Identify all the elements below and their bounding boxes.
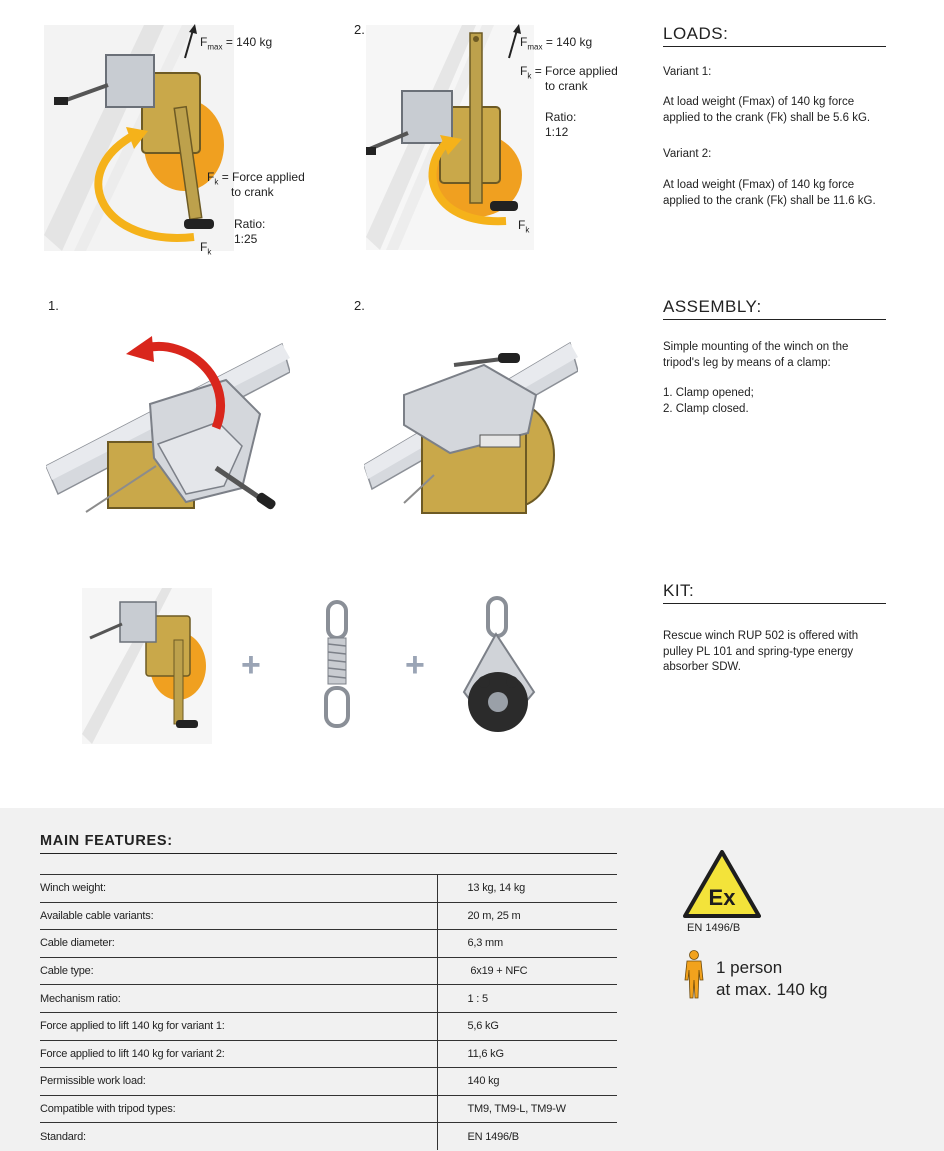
figure-number: 2. [354, 298, 365, 313]
plus-icon: + [241, 646, 261, 684]
loads-variant2-text: At load weight (Fmax) of 140 kg force applied to the crank (Fk) shall be 11.6 kG. [663, 179, 876, 207]
ex-caption: EN 1496/B [687, 922, 741, 934]
ex-warning-icon [683, 850, 761, 918]
fk-bottom-label: $F_k$ [518, 218, 530, 235]
feature-label: Force applied to lift 140 kg for variant 1: [40, 1012, 437, 1040]
feature-label: Cable diameter: [40, 930, 437, 958]
ex-symbol: Ex [708, 885, 736, 910]
assembly-step1: 1. Clamp opened; [663, 387, 754, 399]
plus-icon: + [405, 646, 425, 684]
feature-value: 1 : 5 [437, 985, 617, 1013]
ratio-value: 1:25 [234, 232, 258, 246]
table-row [40, 1095, 617, 1123]
feature-value: EN 1496/B [437, 1123, 617, 1151]
table-row [40, 1068, 617, 1096]
feature-value: TM9, TM9-L, TM9-W [437, 1095, 617, 1123]
fk-bottom-label: $F_k$ [200, 240, 212, 257]
table-row [40, 1012, 617, 1040]
pulley-illustration [454, 596, 544, 742]
person-line1: 1 person [716, 958, 783, 977]
assembly-step2: 2. Clamp closed. [663, 403, 749, 415]
energy-absorber-illustration [316, 600, 360, 730]
features-title: MAIN FEATURES: [40, 833, 617, 854]
ratio-label: Ratio: [234, 217, 266, 231]
feature-label: Available cable variants: [40, 902, 437, 930]
table-row [40, 957, 617, 985]
feature-label: Force applied to lift 140 kg for variant 2: [40, 1040, 437, 1068]
feature-value: 5,6 kG [437, 1012, 617, 1040]
feature-label: Compatible with tripod types: [40, 1095, 437, 1123]
feature-label: Permissible work load: [40, 1068, 437, 1096]
table-row [40, 985, 617, 1013]
person-capacity [716, 957, 828, 1001]
ratio-label: Ratio: [545, 110, 577, 124]
table-row [40, 930, 617, 958]
fk-label: $F_k$ = Force applied [207, 170, 305, 187]
loads-title: LOADS: [663, 24, 886, 47]
feature-label: Cable type: [40, 957, 437, 985]
feature-value: 20 m, 25 m [437, 902, 617, 930]
loads-variant1-heading: Variant 1: [663, 66, 712, 78]
feature-label: Mechanism ratio: [40, 985, 437, 1013]
winch-kit-illustration [82, 588, 212, 744]
assembly-intro: Simple mounting of the winch on the tripod's leg by means of a clamp: [663, 341, 849, 369]
kit-text: Rescue winch RUP 502 is offered with pulley PL 101 and spring-type energy absorber SDW. [663, 630, 859, 673]
fk-label-cont: to crank [545, 79, 588, 93]
loads-variant1-text: At load weight (Fmax) of 140 kg force applied to the crank (Fk) shall be 5.6 kG. [663, 96, 871, 124]
winch-variant1-illustration [44, 25, 234, 251]
feature-value: 11,6 kG [437, 1040, 617, 1068]
feature-label: Standard: [40, 1130, 86, 1143]
person-icon [683, 950, 705, 1000]
feature-value: 6x19 + NFC [437, 957, 617, 985]
feature-value: 140 kg [437, 1068, 617, 1096]
clamp-closed-illustration [364, 325, 578, 520]
clamp-opened-illustration [46, 318, 290, 550]
fmax-label: $F_{max} = 140$ kg [520, 35, 593, 52]
table-row [40, 875, 617, 903]
table-row [40, 1040, 617, 1068]
arrow-up-icon [182, 24, 198, 60]
fmax-label: $F_{max} = 140$ kg [200, 35, 273, 52]
fk-label-cont: to crank [231, 185, 274, 199]
feature-value: 13 kg, 14 kg [437, 875, 617, 903]
figure-number: 1. [48, 298, 59, 313]
person-line2: at max. 140 kg [716, 980, 828, 999]
figure-number: 2. [354, 22, 365, 37]
features-table [40, 874, 617, 1150]
kit-title: KIT: [663, 581, 886, 604]
table-row [40, 1123, 617, 1151]
table-row [40, 902, 617, 930]
ratio-value: 1:12 [545, 125, 569, 139]
feature-label: Winch weight: [40, 875, 437, 903]
assembly-title: ASSEMBLY: [663, 297, 886, 320]
loads-variant2-heading: Variant 2: [663, 148, 712, 160]
fk-label: $F_k$ = Force applied [520, 64, 618, 81]
feature-value: 6,3 mm [437, 930, 617, 958]
